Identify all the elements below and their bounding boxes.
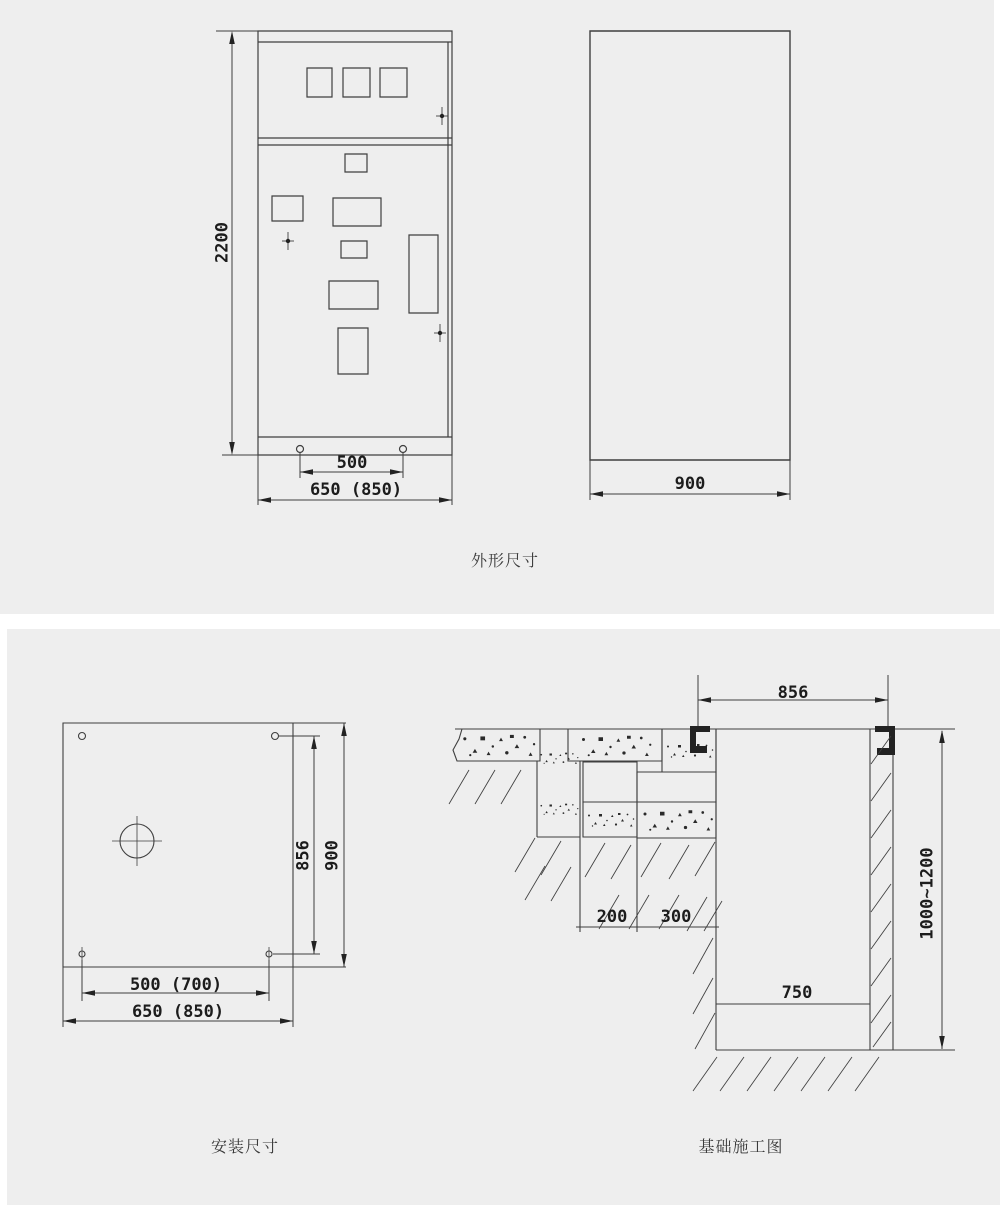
dim-plan-horizontal-hole-spacing: 500 (700) [129, 975, 223, 995]
outline-caption: 外形尺寸 [470, 551, 539, 570]
cabinet-front-view [258, 31, 452, 455]
dim-plan-vertical-hole-spacing: 856 [293, 840, 314, 871]
installation-caption: 安装尺寸 [210, 1137, 279, 1156]
dim-front-hole-spacing: 500 [336, 453, 368, 473]
dim-foundation-step1: 200 [596, 907, 628, 927]
cabinet-side-view [590, 31, 790, 460]
dim-foundation-step2: 300 [660, 907, 692, 927]
dim-plan-width: 650 (850) [131, 1002, 225, 1022]
dim-front-height: 2200 [212, 222, 233, 263]
installation-foundation-svg [7, 629, 1000, 1205]
rivet-marker [282, 107, 448, 342]
foundation-caption: 基础施工图 [698, 1137, 784, 1156]
channel-steel [690, 726, 895, 755]
dim-foundation-opening: 856 [777, 683, 809, 703]
dim-foundation-depth: 1000~1200 [917, 847, 938, 940]
front-view-dimensions [212, 31, 452, 505]
installation-foundation-panel [7, 629, 1000, 1205]
dim-front-width: 650 (850) [309, 480, 403, 500]
dim-side-depth: 900 [674, 474, 706, 494]
dim-foundation-bottom-width: 750 [781, 983, 813, 1003]
dim-plan-depth: 900 [322, 840, 343, 871]
